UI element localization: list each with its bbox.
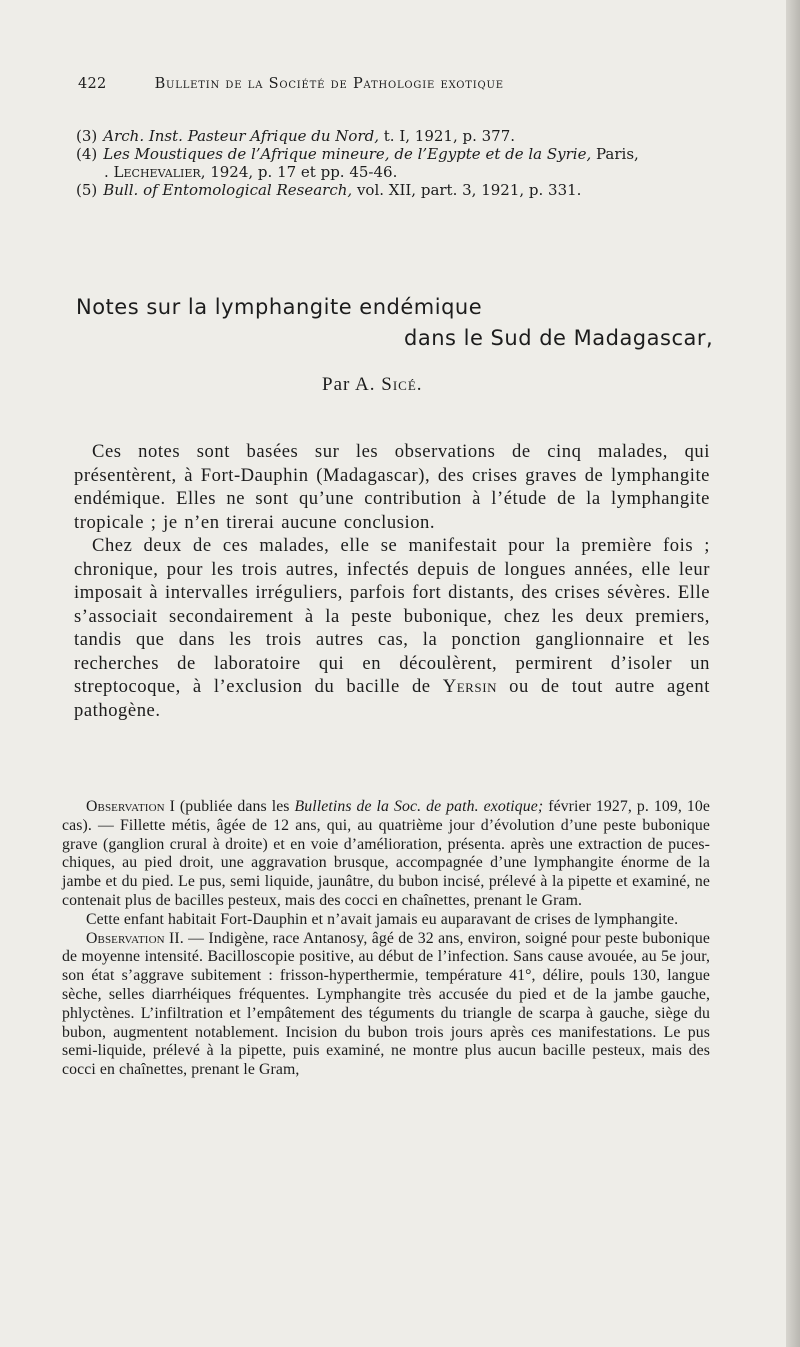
article-intro xyxy=(74,440,710,722)
reference-4: (4) Les Moustiques de l’Afrique mineure, de l’Egypte et de la Syrie, Paris, . Lechevalier, 1924, p. 17 et pp. 45-46. xyxy=(76,145,639,181)
running-header xyxy=(78,76,738,92)
byline: Par A. Sicé. xyxy=(322,374,423,395)
observation-1-note: Cette enfant habitait Fort-Dauphin et n’avait jamais eu auparavant de crises de lymphangite. xyxy=(86,910,679,928)
page-number: 422 xyxy=(78,76,107,92)
page-edge xyxy=(786,0,800,1347)
article-title-line-1: Notes sur la lymphangite endémique xyxy=(76,295,483,319)
reference-3: (3) Arch. Inst. Pasteur Afrique du Nord, t. I, 1921, p. 377. xyxy=(76,127,516,145)
running-title: Bulletin de la Société de Pathologie exotique xyxy=(154,76,504,92)
reference-5: (5) Bull. of Entomological Research, vol. XII, part. 3, 1921, p. 331. xyxy=(76,181,582,199)
author-name: Sicé. xyxy=(381,374,423,395)
article-title-line-2: dans le Sud de Madagascar, xyxy=(404,326,714,350)
references xyxy=(76,127,746,199)
observation-2: Observation II. — Indigène, race Antanosy, âgé de 32 ans, environ, soigné pour peste bubonique de moyenne intensité. Bacilloscopie positive, au début de l’infection. Sans cause avouée, au 5e jour, son état s’aggrave subitement : frisson-hyperthermie, température 41°, délire, pouls 130, langue sèche, selles diarrhéiques fréquentes. Lymphangite très accusée du pied et de la jambe gauche, phlyctènes. L’infiltration et l’empâtement des téguments du triangle de scarpa à gauche, siège du bubon, augmentent notablement. Incision du bubon trois jours après ces manifestations. Le pus semi-liquide, prélevé à la pipette, puis examiné, ne montre plus aucun bacille pesteux, mais des cocci en chaînettes, prenant le Gram, xyxy=(62,929,710,1079)
paragraph-1: Ces notes sont basées sur les observations de cinq malades, qui présentèrent, à Fort-Dauphin (Madagascar), des crises graves de lymphangite endémique. Elles ne sont qu’une contribution à l’étude de la lymphangite tropicale ; je n’en tirerai aucune conclusion. xyxy=(74,441,710,533)
paragraph-2: Chez deux de ces malades, elle se manifestait pour la première fois ; chronique, pour les trois autres, infectés depuis de longues années, elle leur imposait à intervalles irréguliers, parfois fort distants, des crises sévères. Elle s’associait secondairement à la peste bubonique, chez les deux premiers, tandis que dans les trois autres cas, la ponction ganglionnaire et les recherches de laboratoire qui en découlèrent, permirent d’isoler un streptocoque, à l’exclusion du bacille de Yersin ou de tout autre agent pathogène. xyxy=(74,535,710,721)
observation-1: Observation I (publiée dans les Bulletins de la Soc. de path. exotique; février 1927, p. 109, 10e cas). — Fillette métis, âgée de 12 ans, qui, au quatrième jour d’évolution d’une peste bubonique grave (ganglion crural à droite) et en voie d’amélioration, présenta. après une extraction de puces-chiques, au pied droit, une aggravation brusque, accompagnée d’une lymphangite énorme de la jambe et du pied. Le pus, semi liquide, jaunâtre, du bubon incisé, prélevé à la pipette et examiné, ne contenait plus de bacilles pesteux, mais des cocci en chaînettes, prenant le Gram. xyxy=(62,798,710,909)
observations xyxy=(62,798,710,1080)
